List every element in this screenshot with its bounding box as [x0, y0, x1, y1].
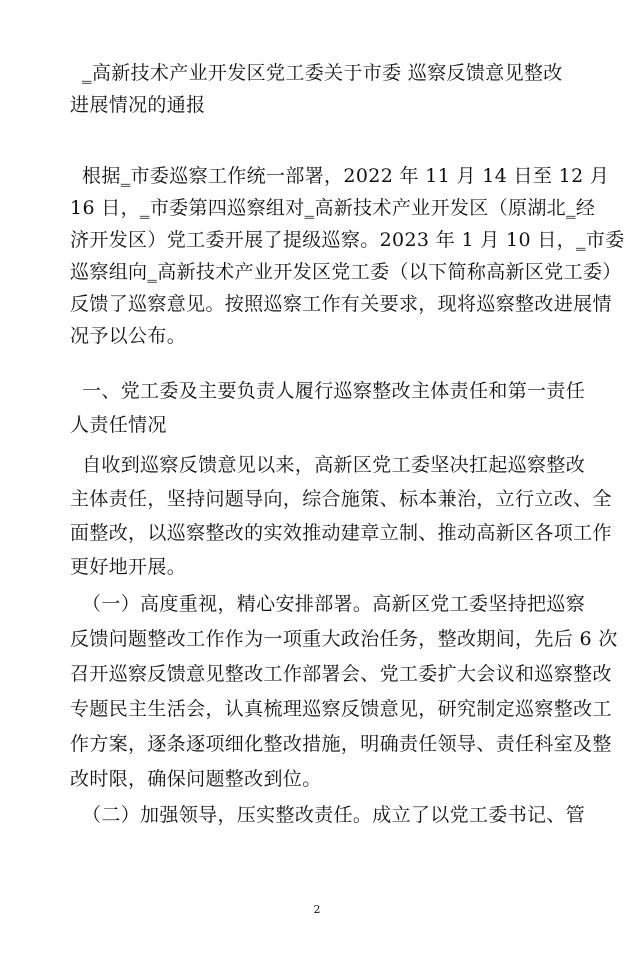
section-heading-line-2: 人责任情况: [70, 414, 167, 436]
section-heading-line-1: 一、党工委及主要负责人履行巡察整改主体责任和第一责任: [82, 380, 586, 402]
page-number: 2: [313, 903, 321, 916]
paragraph-1-line-5: 反馈了巡察意见。按照巡察工作有关要求，现将巡察整改进展情: [70, 293, 612, 315]
paragraph-4-line-1: （二）加强领导，压实整改责任。成立了以党工委书记、管: [82, 804, 586, 826]
paragraph-2-line-3: 面整改，以巡察整改的实效推动建章立制、推动高新区各项工作: [70, 522, 612, 544]
paragraph-3-line-2: 反馈问题整改工作作为一项重大政治任务，整改期间，先后 6 次: [70, 628, 618, 650]
title-line-1: ‗高新技术产业开发区党工委关于市委 巡察反馈意见整改: [82, 62, 563, 84]
paragraph-3-line-4: 专题民主生活会，认真梳理巡察反馈意见，研究制定巡察整改工: [70, 698, 612, 720]
paragraph-2-line-2: 主体责任，坚持问题导向，综合施策、标本兼治，立行立改、全: [70, 488, 612, 510]
paragraph-3-line-6: 改时限，确保问题整改到位。: [70, 768, 322, 790]
paragraph-1-line-6: 况予以公布。: [70, 325, 187, 347]
paragraph-2-line-4: 更好地开展。: [70, 556, 187, 578]
paragraph-1-line-1: 根据‗市委巡察工作统一部署，2022 年 11 月 14 日至 12 月: [82, 165, 610, 187]
title-line-2: 进展情况的通报: [70, 94, 206, 116]
paragraph-3-line-5: 作方案，逐条逐项细化整改措施，明确责任领导、责任科室及整: [70, 733, 612, 755]
paragraph-1-line-2: 16 日，‗市委第四巡察组对‗高新技术产业开发区（原湖北‗经: [70, 197, 596, 219]
paragraph-1-line-3: 济开发区）党工委开展了提级巡察。2023 年 1 月 10 日，‗市委: [70, 229, 625, 251]
paragraph-1-line-4: 巡察组向‗高新技术产业开发区党工委（以下简称高新区党工委）: [70, 261, 622, 283]
paragraph-2-line-1: 自收到巡察反馈意见以来，高新区党工委坚决扛起巡察整改: [82, 454, 586, 476]
paragraph-3-line-1: （一）高度重视，精心安排部署。高新区党工委坚持把巡察: [82, 593, 586, 615]
paragraph-3-line-3: 召开巡察反馈意见整改工作部署会、党工委扩大会议和巡察整改: [70, 663, 612, 685]
